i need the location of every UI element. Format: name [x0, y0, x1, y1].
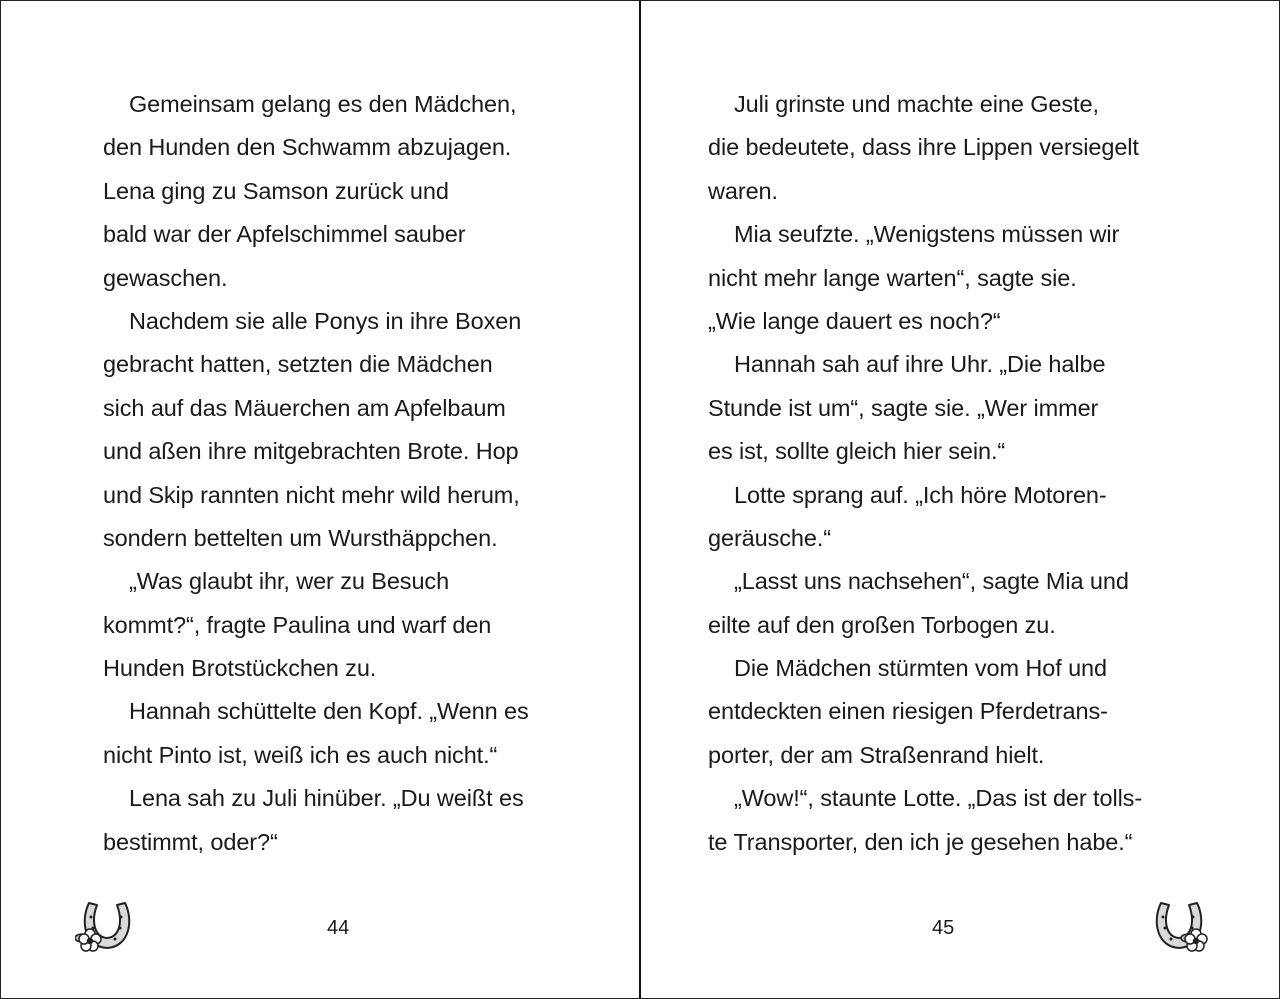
text-line: und aßen ihre mitgebrachten Brote. Hop: [103, 438, 519, 465]
text-line: Hannah sah auf ihre Uhr. „Die halbe: [734, 351, 1106, 378]
text-line: „Wow!“, staunte Lotte. „Das ist der tolls-: [734, 785, 1143, 812]
text-line: sich auf das Mäuerchen am Apfelbaum: [103, 394, 506, 421]
text-line: bestimmt, oder?“: [103, 828, 278, 855]
text-line: bald war der Apfelschimmel sauber: [103, 221, 466, 248]
gutter-divider: [639, 1, 641, 998]
left-page: [1, 1, 640, 998]
text-line: es ist, sollte gleich hier sein.“: [708, 438, 1006, 465]
text-line: gebracht hatten, setzten die Mädchen: [103, 351, 493, 378]
text-line: den Hunden den Schwamm abzujagen.: [103, 134, 512, 161]
text-line: porter, der am Straßenrand hielt.: [708, 741, 1045, 768]
text-line: Stunde ist um“, sagte sie. „Wer immer: [708, 394, 1099, 421]
text-line: gewaschen.: [103, 264, 228, 291]
text-line: und Skip rannten nicht mehr wild herum,: [103, 481, 520, 508]
text-line: eilte auf den großen Torbogen zu.: [708, 611, 1056, 638]
text-line: „Lasst uns nachsehen“, sagte Mia und: [734, 568, 1129, 595]
text-line: „Wie lange dauert es noch?“: [708, 307, 1001, 334]
text-line: Juli grinste und machte eine Geste,: [734, 91, 1099, 117]
text-line: sondern bettelten um Wursthäppchen.: [103, 524, 498, 551]
text-line: Nachdem sie alle Ponys in ihre Boxen: [129, 307, 522, 334]
page-number: 45: [932, 917, 955, 939]
left-page-text: [103, 83, 581, 864]
text-line: Hannah schüttelte den Kopf. „Wenn es: [129, 698, 529, 725]
text-line: Lena sah zu Juli hinüber. „Du weißt es: [129, 785, 524, 812]
horseshoe-flower-icon: [75, 895, 139, 959]
text-line: geräusche.“: [708, 524, 831, 551]
right-page: [642, 1, 1280, 998]
text-line: Gemeinsam gelang es den Mädchen,: [129, 91, 517, 117]
text-line: die bedeutete, dass ihre Lippen versiegelt: [708, 134, 1139, 161]
text-line: te Transporter, den ich je gesehen habe.“: [708, 828, 1133, 855]
text-line: Mia seufzte. „Wenigstens müssen wir: [734, 221, 1120, 248]
text-line: „Was glaubt ihr, wer zu Besuch: [129, 568, 450, 595]
page-number: 44: [327, 917, 350, 939]
horseshoe-flower-icon: [1147, 895, 1211, 959]
text-line: nicht mehr lange warten“, sagte sie.: [708, 264, 1077, 291]
text-line: Lotte sprang auf. „Ich höre Motoren-: [734, 481, 1107, 508]
text-line: nicht Pinto ist, weiß ich es auch nicht.“: [103, 741, 498, 768]
text-line: Lena ging zu Samson zurück und: [103, 177, 449, 204]
text-line: Hunden Brotstückchen zu.: [103, 655, 377, 682]
right-page-text: [708, 83, 1208, 864]
text-line: kommt?“, fragte Paulina und warf den: [103, 611, 492, 638]
text-line: Die Mädchen stürmten vom Hof und: [734, 655, 1107, 682]
text-line: waren.: [708, 177, 778, 204]
text-line: entdeckten einen riesigen Pferdetrans-: [708, 698, 1108, 725]
